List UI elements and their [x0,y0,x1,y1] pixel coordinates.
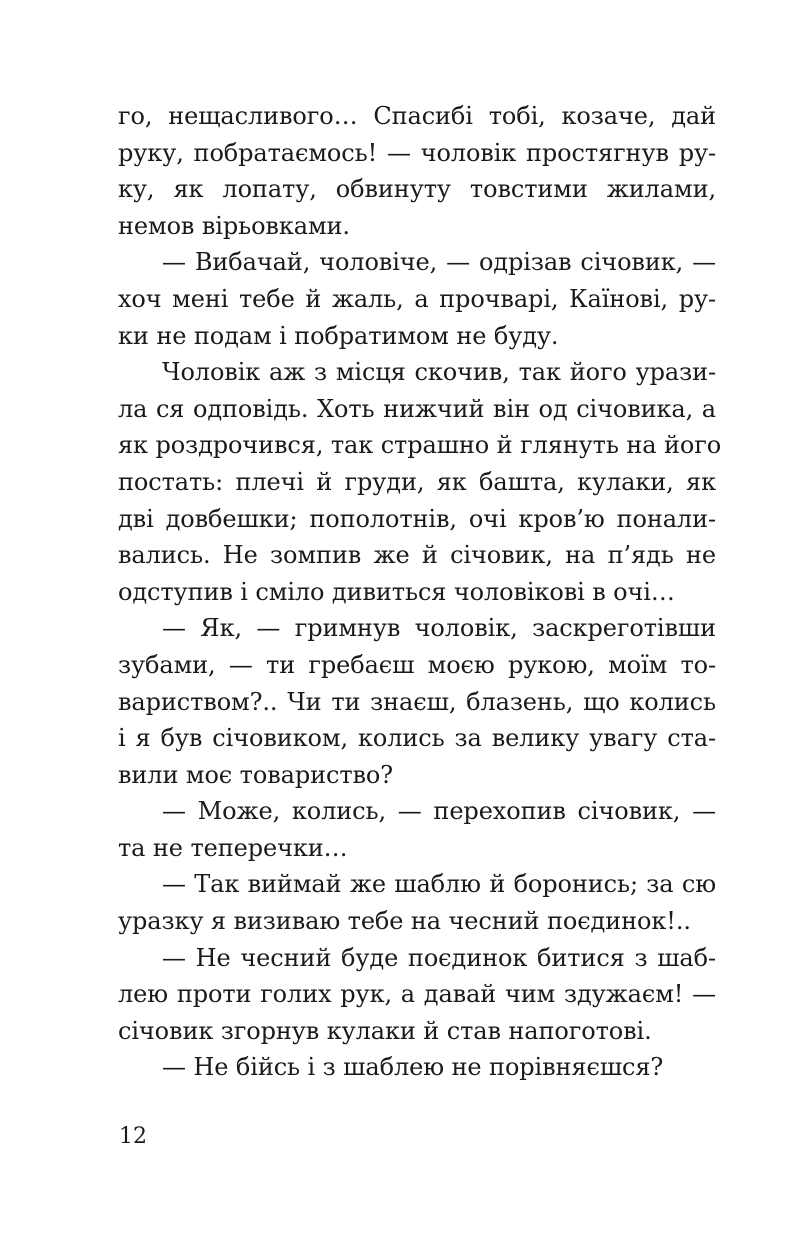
text-line: вариством?.. Чи ти знаєш, блазень, що колись [118,687,716,716]
text-line: — Так виймай же шаблю й боронись; за сю [162,870,716,899]
text-line: руку, побратаємось! — чоловік простягнув ру- [118,138,716,167]
text-line: вались. Не зомпив же й січовик, на п’ядь не [118,541,716,570]
text-line: го, нещасливого… Спасибі тобі, козаче, дай [118,102,716,130]
page-number: 12 [119,1124,147,1149]
text-line: лею проти голих рук, а давай чим здужаєм! — [118,980,716,1009]
paragraph [118,940,716,1050]
text-line: одступив і сміло дивиться чоловікові в очі… [118,577,675,606]
text-line: зубами, — ти гребаєш моєю рукою, моїм то- [118,650,716,679]
text-line: дві довбешки; пополотнів, очі кров’ю понали- [118,504,716,533]
text-line: січовик згорнув кулаки й став напоготові. [118,1016,652,1045]
body-text [118,98,722,1086]
text-line: Чоловік аж з місця скочив, так його урази- [162,358,716,387]
paragraph [118,610,716,793]
text-line: — Не чесний буде поєдинок битися з шаб- [162,943,716,972]
text-line: і я був січовиком, колись за велику увагу ста- [118,724,716,753]
text-line: — Не бійсь і з шаблею не порівняєшся? [162,1053,664,1082]
text-line: ки не подам і побратимом не буду. [118,321,559,350]
text-line: хоч мені тебе й жаль, а прочварі, Каїнові, ру- [118,284,716,313]
text-line: немов вірьовками. [118,211,350,240]
text-line: ку, як лопату, обвинуту товстими жилами, [118,175,716,204]
paragraph [118,354,722,610]
text-line: — Вибачай, чоловіче, — одрізав січовик, — [162,248,716,277]
text-line: та не теперечки… [118,833,348,862]
paragraph [118,793,716,866]
text-line: вили моє товариство? [118,760,394,789]
paragraph [118,98,716,244]
paragraph [118,1049,716,1086]
paragraph [118,244,716,354]
paragraph [118,866,716,939]
text-line: уразку я визиваю тебе на чесний поєдинок!.. [118,907,691,936]
text-line: як роздрочився, так страшно й глянуть на його [118,431,722,460]
text-line: — Може, колись, — перехопив січовик, — [162,797,716,826]
text-line: — Як, — гримнув чоловік, заскреготівши [162,614,716,643]
text-line: постать: плечі й груди, як башта, кулаки, як [118,467,716,496]
text-line: ла ся одповідь. Хоть нижчий він од січовика, а [118,394,716,423]
